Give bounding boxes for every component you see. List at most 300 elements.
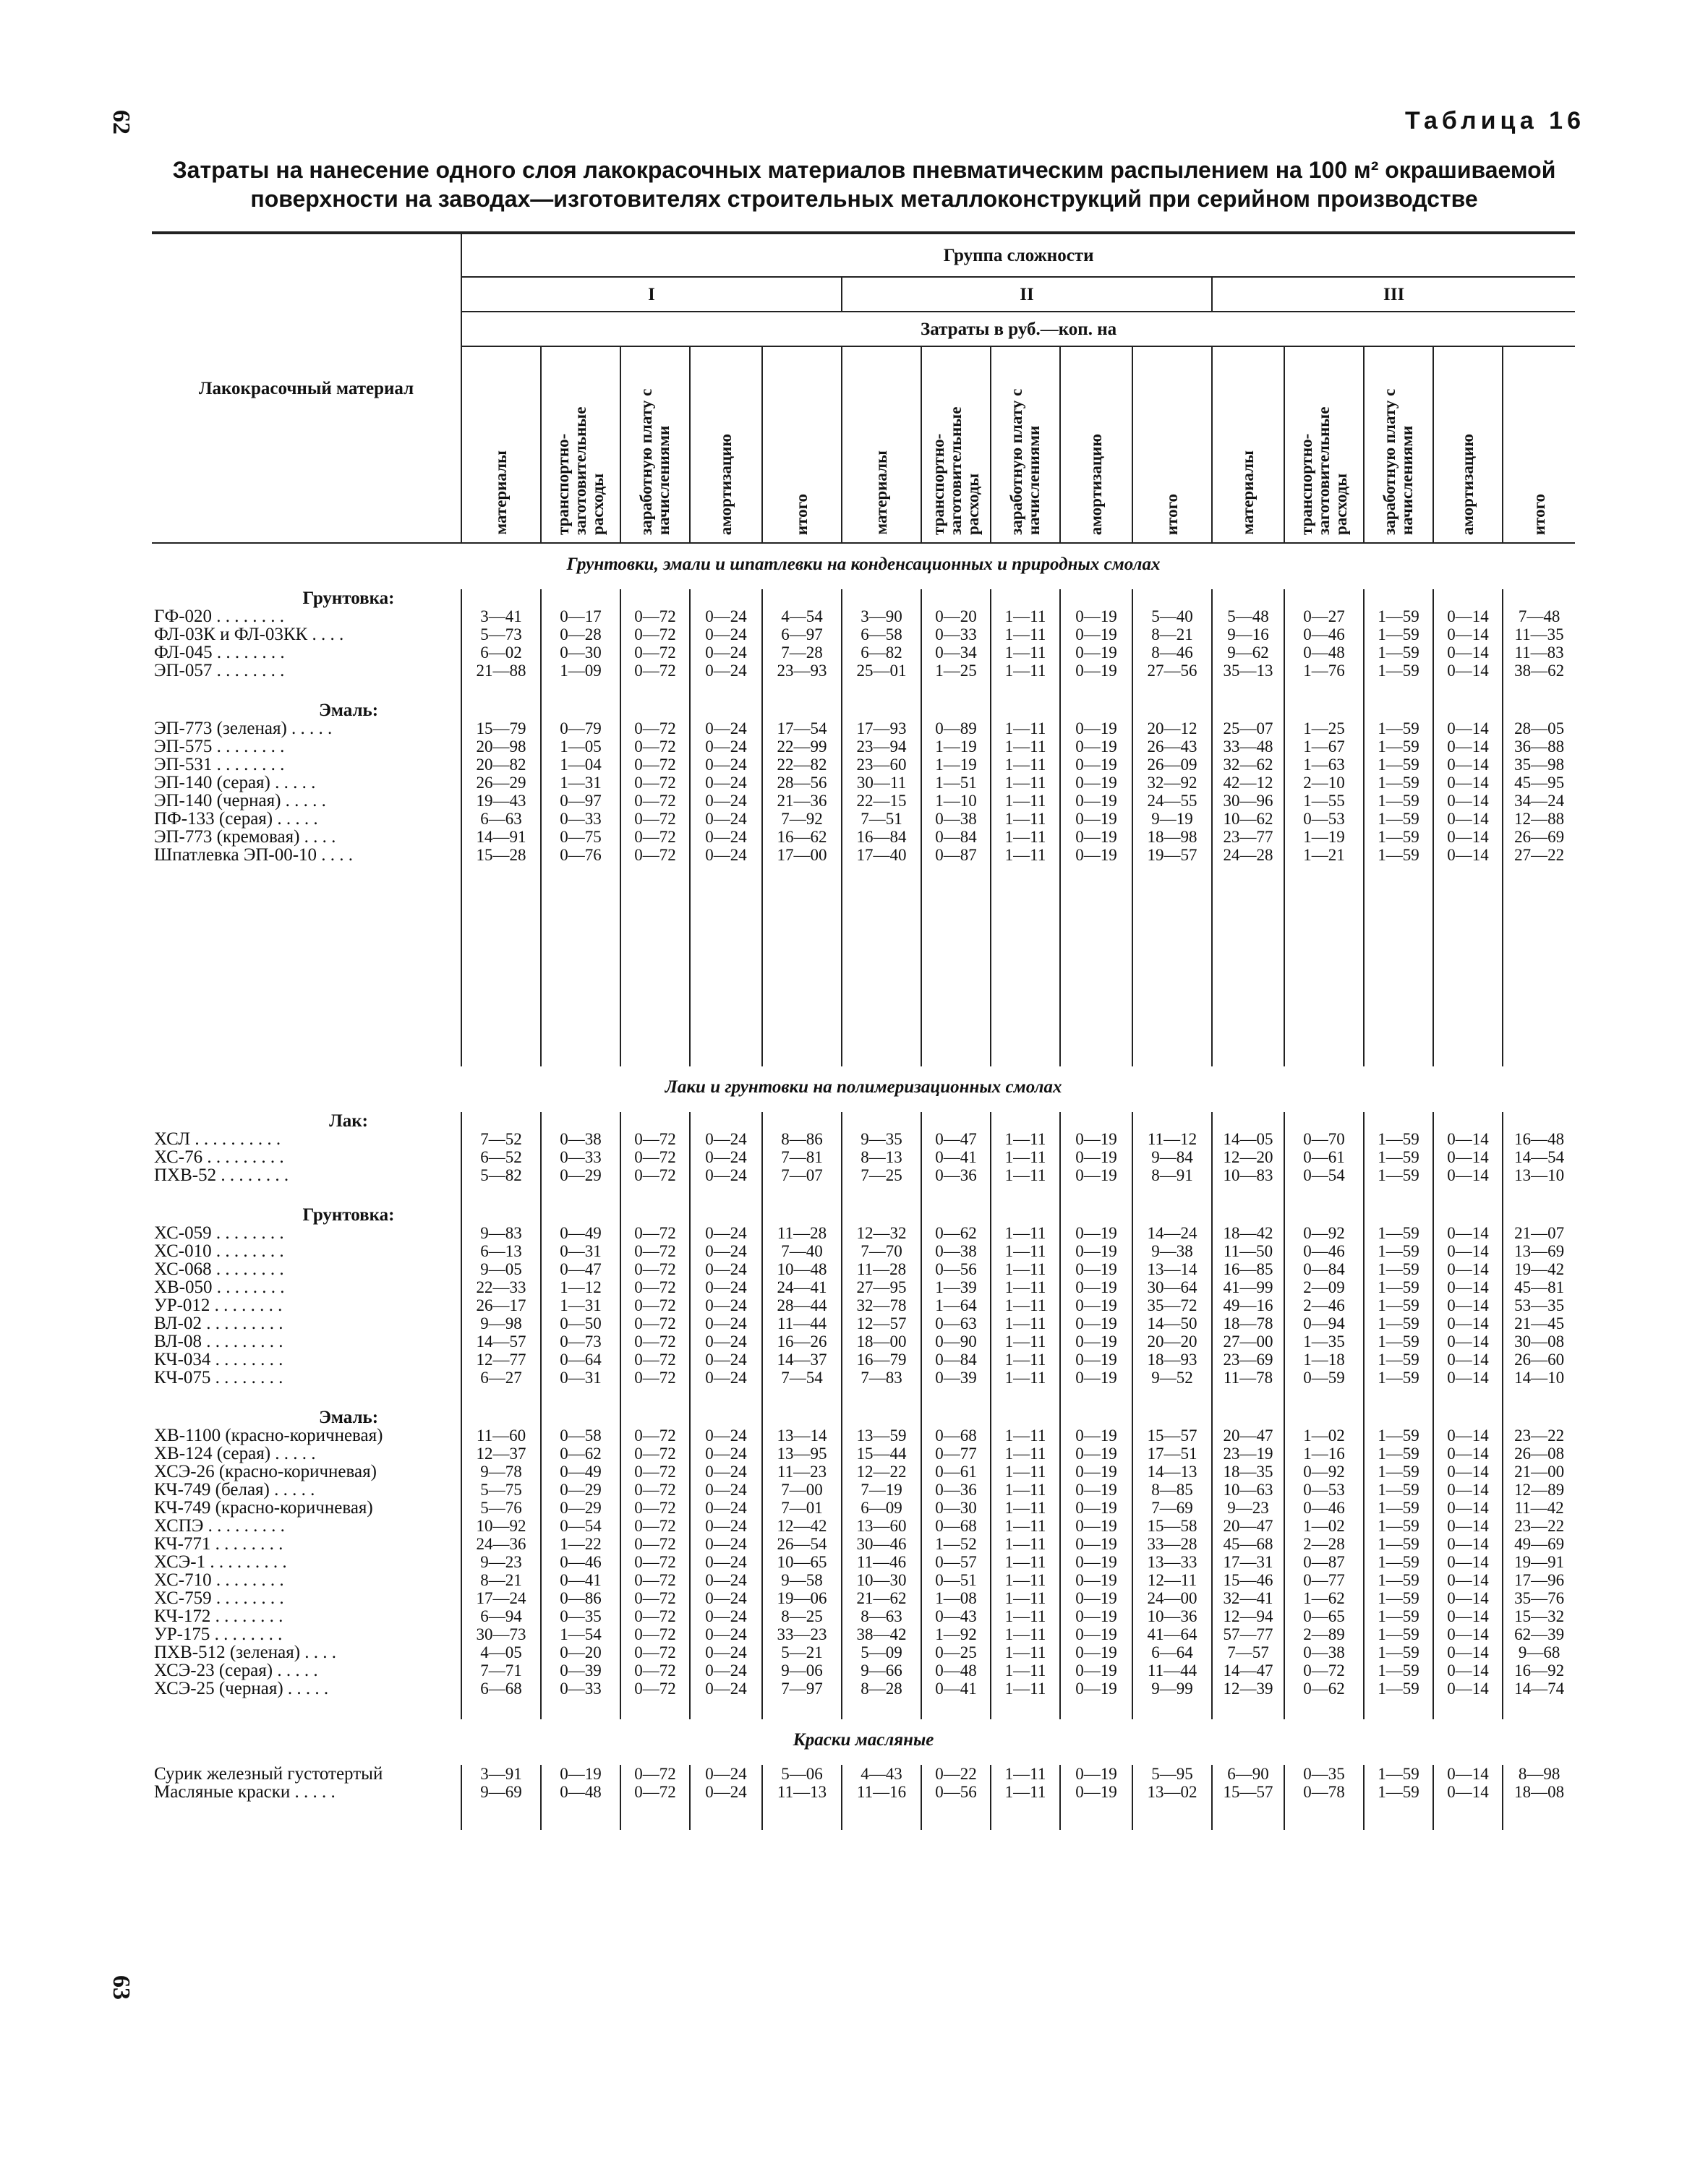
cost-cell: 13—60 [842,1517,921,1535]
table-row [152,792,1575,810]
cost-cell: 1—55 [1284,792,1364,810]
cost-cell: 45—81 [1503,1278,1575,1296]
cost-cell: 0—24 [690,1314,762,1332]
spacer-cell [620,1408,690,1426]
col-header-label: итого [1163,493,1181,535]
section-title: Грунтовки, эмали и шпатлевки на конденсационных и природных смолах [566,555,1161,574]
cost-cell: 1—59 [1364,1332,1433,1351]
cost-cell: 23—93 [762,662,842,680]
cost-cell: 0—46 [541,1553,620,1571]
spacer-cell [1284,1387,1364,1408]
col-header [1503,346,1575,543]
cost-cell: 7—25 [842,1166,921,1184]
cost-cell: 1—19 [1284,828,1364,846]
cost-cell: 0—14 [1433,625,1503,643]
cost-cell: 1—59 [1364,1661,1433,1680]
spacer-cell [1212,1408,1284,1426]
table-row [152,719,1575,737]
spacer-cell [1212,1801,1284,1830]
cost-cell: 0—56 [921,1260,991,1278]
cost-cell: 0—72 [620,756,690,774]
cost-cell: 0—94 [1284,1314,1364,1332]
cost-cell: 0—39 [921,1369,991,1387]
spacer-cell [461,1698,541,1719]
cost-cell: 12—77 [461,1351,541,1369]
spacer-cell [1284,1206,1364,1224]
cost-cell: 7—07 [762,1166,842,1184]
cost-cell: 35—76 [1503,1589,1575,1607]
cost-cell: 1—64 [921,1296,991,1314]
spacer-cell [620,1045,690,1066]
spacer-cell [690,1698,762,1719]
cost-cell: 21—88 [461,662,541,680]
material-name: ГФ-020 . . . . . . . . [154,607,285,626]
cost-cell: 9—62 [1212,643,1284,662]
spacer-cell [1132,864,1212,1045]
cost-cell: 1—59 [1364,792,1433,810]
spacer-cell [541,1045,620,1066]
table-row [152,1499,1575,1517]
cost-cell: 0—49 [541,1224,620,1242]
spacer-cell [842,864,921,1045]
cost-cell: 0—84 [1284,1260,1364,1278]
cost-cell: 1—11 [991,1445,1060,1463]
col-header-label: транспортно-заготовительные расходы [1297,406,1350,535]
cost-cell: 8—98 [1503,1765,1575,1783]
cost-cell: 1—39 [921,1278,991,1296]
cost-cell: 1—59 [1364,1643,1433,1661]
spacer-cell [762,1206,842,1224]
cost-cell: 0—14 [1433,1130,1503,1148]
cost-cell: 14—05 [1212,1130,1284,1148]
spacer-cell [690,1206,762,1224]
spacer-cell [152,1387,461,1408]
cost-cell: 1—21 [1284,846,1364,864]
cost-cell: 0—72 [620,1314,690,1332]
spacer-cell [1212,701,1284,719]
cost-cell: 1—62 [1284,1589,1364,1607]
spacer-cell [921,1112,991,1130]
cost-cell: 1—67 [1284,737,1364,756]
cost-cell: 0—19 [1060,1553,1132,1571]
cost-cell: 0—14 [1433,1351,1503,1369]
spacer-cell [842,1408,921,1426]
cost-cell: 0—33 [541,810,620,828]
cost-cell: 0—28 [541,625,620,643]
cost-cell: 0—30 [921,1499,991,1517]
cost-cell: 42—12 [1212,774,1284,792]
cost-cell: 1—59 [1364,737,1433,756]
cost-cell: 12—22 [842,1463,921,1481]
cost-cell: 1—11 [991,1783,1060,1801]
cost-cell: 1—11 [991,756,1060,774]
cost-cell: 49—16 [1212,1296,1284,1314]
col-header-label: транспортно-заготовительные расходы [554,406,607,535]
spacer-cell [690,1112,762,1130]
cost-cell: 0—19 [1060,828,1132,846]
cost-cell: 0—56 [921,1783,991,1801]
cost-cell: 0—19 [1060,607,1132,625]
cost-cell: 0—19 [1060,1571,1132,1589]
cost-cell: 0—36 [921,1481,991,1499]
cost-cell: 33—28 [1132,1535,1212,1553]
cost-cell: 0—31 [541,1369,620,1387]
spacer-cell [1284,589,1364,607]
cost-cell: 0—72 [620,1643,690,1661]
spacer-cell [842,680,921,701]
cost-cell: 28—44 [762,1296,842,1314]
cost-cell: 0—24 [690,1499,762,1517]
cost-cell: 1—11 [991,1589,1060,1607]
spacer-cell [1433,1184,1503,1206]
cost-cell: 14—54 [1503,1148,1575,1166]
col-header-label: амортизацию [1087,433,1105,535]
spacer-cell [461,1408,541,1426]
cost-cell: 0—72 [620,1296,690,1314]
cost-cell: 2—89 [1284,1625,1364,1643]
spacer-cell [921,1206,991,1224]
cost-cell: 0—14 [1433,756,1503,774]
cost-cell: 26—08 [1503,1445,1575,1463]
spacer-cell [991,1045,1060,1066]
cost-cell: 10—62 [1212,810,1284,828]
cost-cell: 0—24 [690,810,762,828]
spacer-cell [842,1387,921,1408]
spacer-cell [1364,1698,1433,1719]
cost-cell: 5—40 [1132,607,1212,625]
spacer-cell [1132,1698,1212,1719]
cost-cell: 0—24 [690,1224,762,1242]
cost-cell: 1—59 [1364,756,1433,774]
spacer-cell [1503,589,1575,607]
material-name: ХВ-124 (серая) . . . . . [154,1444,316,1463]
cost-cell: 26—29 [461,774,541,792]
spacer-cell [620,1387,690,1408]
cost-cell: 0—14 [1433,1296,1503,1314]
cost-cell: 17—31 [1212,1553,1284,1571]
spacer-cell [1364,1408,1433,1426]
cost-cell: 9—16 [1212,625,1284,643]
cost-cell: 1—59 [1364,1463,1433,1481]
cost-cell: 15—32 [1503,1607,1575,1625]
table-row [152,1680,1575,1698]
cost-cell: 1—11 [991,1260,1060,1278]
cost-cell: 10—63 [1212,1481,1284,1499]
cost-cell: 34—24 [1503,792,1575,810]
cost-cell: 0—87 [921,846,991,864]
cost-cell: 0—19 [1060,810,1132,828]
cost-cell: 38—62 [1503,662,1575,680]
cost-cell: 0—72 [620,1553,690,1571]
spacer-cell [921,864,991,1045]
cost-cell: 0—24 [690,1260,762,1278]
cost-cell: 1—59 [1364,1369,1433,1387]
cost-cell: 0—65 [1284,1607,1364,1625]
cost-cell: 5—82 [461,1166,541,1184]
material-name: КЧ-749 (белая) . . . . . [154,1480,315,1500]
cost-cell: 7—52 [461,1130,541,1148]
cost-cell: 12—39 [1212,1680,1284,1698]
cost-cell: 0—72 [620,1332,690,1351]
cost-cell: 4—43 [842,1765,921,1783]
material-name: Сурик железный густотертый [154,1764,383,1784]
cost-cell: 0—19 [1060,1278,1132,1296]
spacer-cell [762,1408,842,1426]
col-header [1364,346,1433,543]
cost-cell: 10—30 [842,1571,921,1589]
spacer-cell [1132,1801,1212,1830]
material-name: ЭП-773 (зеленая) . . . . . [154,719,333,738]
col-header [1060,346,1132,543]
material-name: ХС-76 . . . . . . . . . [154,1147,284,1167]
cost-cell: 41—99 [1212,1278,1284,1296]
material-name: ПХВ-512 (зеленая) . . . . [154,1643,337,1662]
spacer-cell [762,1801,842,1830]
group-iii-header: III [1212,277,1575,312]
cost-cell: 26—54 [762,1535,842,1553]
cost-cell: 0—79 [541,719,620,737]
cost-cell: 9—99 [1132,1680,1212,1698]
col-header [620,346,690,543]
cost-cell: 0—14 [1433,1260,1503,1278]
cost-cell: 1—11 [991,1426,1060,1445]
spacer-cell [461,1184,541,1206]
spacer-cell [1433,1801,1503,1830]
cost-cell: 0—53 [1284,810,1364,828]
spacer-cell [1212,1184,1284,1206]
spacer-cell [842,701,921,719]
cost-cell: 0—14 [1433,1332,1503,1351]
table-row [152,737,1575,756]
cost-cell: 0—72 [620,1166,690,1184]
spacer-cell [762,1698,842,1719]
cost-cell: 0—14 [1433,1607,1503,1625]
spacer-cell [991,1387,1060,1408]
cost-cell: 21—45 [1503,1314,1575,1332]
spacer-cell [991,1184,1060,1206]
cost-cell: 1—59 [1364,1571,1433,1589]
spacer-cell [1433,864,1503,1045]
spacer-cell [991,1801,1060,1830]
cost-cell: 1—59 [1364,719,1433,737]
material-name: ВЛ-02 . . . . . . . . . [154,1314,283,1333]
cost-cell: 1—19 [921,756,991,774]
cost-cell: 0—72 [620,1661,690,1680]
cost-cell: 14—24 [1132,1224,1212,1242]
cost-cell: 0—72 [620,1351,690,1369]
cost-cell: 0—14 [1433,1661,1503,1680]
cost-cell: 0—72 [620,846,690,864]
col-header [690,346,762,543]
cost-cell: 1—59 [1364,643,1433,662]
cost-cell: 21—00 [1503,1463,1575,1481]
spacer-cell [1433,1387,1503,1408]
cost-cell: 0—19 [1060,1680,1132,1698]
cost-cell: 17—54 [762,719,842,737]
table-title: Затраты на нанесение одного слоя лакокрасочных материалов пневматическим распылением на 100 м² окрашиваемой поверхности на заводах—изготовителях строительных металлоконструкций при серийном производстве [172,157,1556,212]
cost-cell: 0—24 [690,1661,762,1680]
cost-cell: 7—83 [842,1369,921,1387]
cost-cell: 0—24 [690,1481,762,1499]
cost-cell: 0—72 [620,810,690,828]
col-header [921,346,991,543]
spacer-cell [152,1045,461,1066]
cost-cell: 0—90 [921,1332,991,1351]
cost-cell: 9—35 [842,1130,921,1148]
spacer-cell [461,1387,541,1408]
cost-cell: 0—20 [541,1643,620,1661]
cost-cell: 11—35 [1503,625,1575,643]
cost-cell: 32—41 [1212,1589,1284,1607]
cost-cell: 0—14 [1433,1242,1503,1260]
cost-cell: 14—13 [1132,1463,1212,1481]
col-header [762,346,842,543]
cost-cell: 13—59 [842,1426,921,1445]
cost-cell: 7—01 [762,1499,842,1517]
cost-cell: 0—19 [1060,1481,1132,1499]
table-row [152,1589,1575,1607]
cost-cell: 0—14 [1433,1517,1503,1535]
cost-cell: 23—22 [1503,1426,1575,1445]
material-name: УР-175 . . . . . . . . [154,1625,283,1644]
cost-cell: 17—40 [842,846,921,864]
table-row [152,1426,1575,1445]
cost-cell: 20—98 [461,737,541,756]
cost-cell: 18—98 [1132,828,1212,846]
cost-cell: 1—11 [991,1224,1060,1242]
cost-cell: 0—72 [620,607,690,625]
cost-cell: 1—11 [991,643,1060,662]
cost-cell: 0—70 [1284,1130,1364,1148]
cost-cell: 0—19 [1060,1351,1132,1369]
cost-cell: 12—42 [762,1517,842,1535]
spacer-cell [541,1801,620,1830]
cost-cell: 0—24 [690,774,762,792]
spacer-cell [620,589,690,607]
cost-cell: 1—02 [1284,1426,1364,1445]
cost-cell: 0—14 [1433,828,1503,846]
cost-cell: 1—11 [991,719,1060,737]
cost-cell: 21—36 [762,792,842,810]
cost-cell: 0—72 [620,1783,690,1801]
cost-cell: 1—59 [1364,1166,1433,1184]
cost-cell: 0—38 [1284,1643,1364,1661]
cost-cell: 1—11 [991,1553,1060,1571]
table-row [152,846,1575,864]
cost-cell: 0—86 [541,1589,620,1607]
spacer-cell [1503,1206,1575,1224]
cost-cell: 13—14 [762,1426,842,1445]
col-header-label: материалы [492,450,510,535]
cost-cell: 8—13 [842,1148,921,1166]
cost-cell: 0—14 [1433,1499,1503,1517]
cost-cell: 9—38 [1132,1242,1212,1260]
cost-cell: 0—41 [921,1148,991,1166]
cost-cell: 27—56 [1132,662,1212,680]
cost-cell: 7—81 [762,1148,842,1166]
spacer-cell [1212,1045,1284,1066]
spacer-cell [152,1801,461,1830]
spacer-cell [1364,864,1433,1045]
cost-cell: 11—78 [1212,1369,1284,1387]
cost-cell: 1—25 [921,662,991,680]
cost-cell: 11—50 [1212,1242,1284,1260]
cost-cell: 8—28 [842,1680,921,1698]
table-row [152,643,1575,662]
cost-cell: 16—92 [1503,1661,1575,1680]
spacer-cell [152,864,461,1045]
cost-cell: 0—24 [690,846,762,864]
cost-cell: 5—48 [1212,607,1284,625]
spacer-cell [991,589,1060,607]
spacer-cell [690,680,762,701]
spacer-cell [921,680,991,701]
cost-cell: 9—68 [1503,1643,1575,1661]
cost-cell: 0—14 [1433,1166,1503,1184]
group-label: Грунтовка: [302,1205,395,1225]
cost-cell: 7—40 [762,1242,842,1260]
cost-cell: 0—14 [1433,719,1503,737]
cost-cell: 0—72 [620,774,690,792]
cost-cell: 18—35 [1212,1463,1284,1481]
spacer-cell [1364,701,1433,719]
cost-cell: 1—59 [1364,625,1433,643]
cost-cell: 33—48 [1212,737,1284,756]
cost-cell: 7—70 [842,1242,921,1260]
cost-cell: 0—14 [1433,1369,1503,1387]
cost-cell: 17—00 [762,846,842,864]
cost-cell: 0—24 [690,1517,762,1535]
spacer-cell [1503,864,1575,1045]
cost-cell: 0—24 [690,756,762,774]
table-row [152,810,1575,828]
spacer-cell [541,680,620,701]
col-header [461,346,541,543]
cost-cell: 1—59 [1364,1351,1433,1369]
cost-cell: 1—59 [1364,1589,1433,1607]
cost-cell: 0—72 [620,1499,690,1517]
table-row [152,1463,1575,1481]
cost-cell: 0—24 [690,1278,762,1296]
cost-cell: 0—75 [541,828,620,846]
complexity-header: Группа сложности [461,233,1575,277]
cost-cell: 1—11 [991,662,1060,680]
spacer-cell [991,1408,1060,1426]
table-row [152,1314,1575,1332]
material-name: ХС-710 . . . . . . . . [154,1570,284,1590]
spacer-cell [1284,680,1364,701]
cost-cell: 13—10 [1503,1166,1575,1184]
cost-cell: 0—19 [1060,1765,1132,1783]
cost-cell: 0—19 [1060,1148,1132,1166]
cost-cell: 0—72 [620,1260,690,1278]
spacer-cell [1433,1045,1503,1066]
spacer-cell [620,701,690,719]
material-name: УР-012 . . . . . . . . [154,1296,283,1315]
table-row [152,1242,1575,1260]
cost-cell: 0—19 [1060,625,1132,643]
cost-cell: 1—59 [1364,1260,1433,1278]
cost-cell: 23—60 [842,756,921,774]
cost-cell: 0—24 [690,1571,762,1589]
cost-cell: 1—35 [1284,1332,1364,1351]
table-row [152,1481,1575,1499]
spacer-cell [991,1112,1060,1130]
cost-cell: 0—19 [1060,1445,1132,1463]
spacer-cell [1132,1206,1212,1224]
spacer-cell [1364,1112,1433,1130]
cost-cell: 0—24 [690,1445,762,1463]
